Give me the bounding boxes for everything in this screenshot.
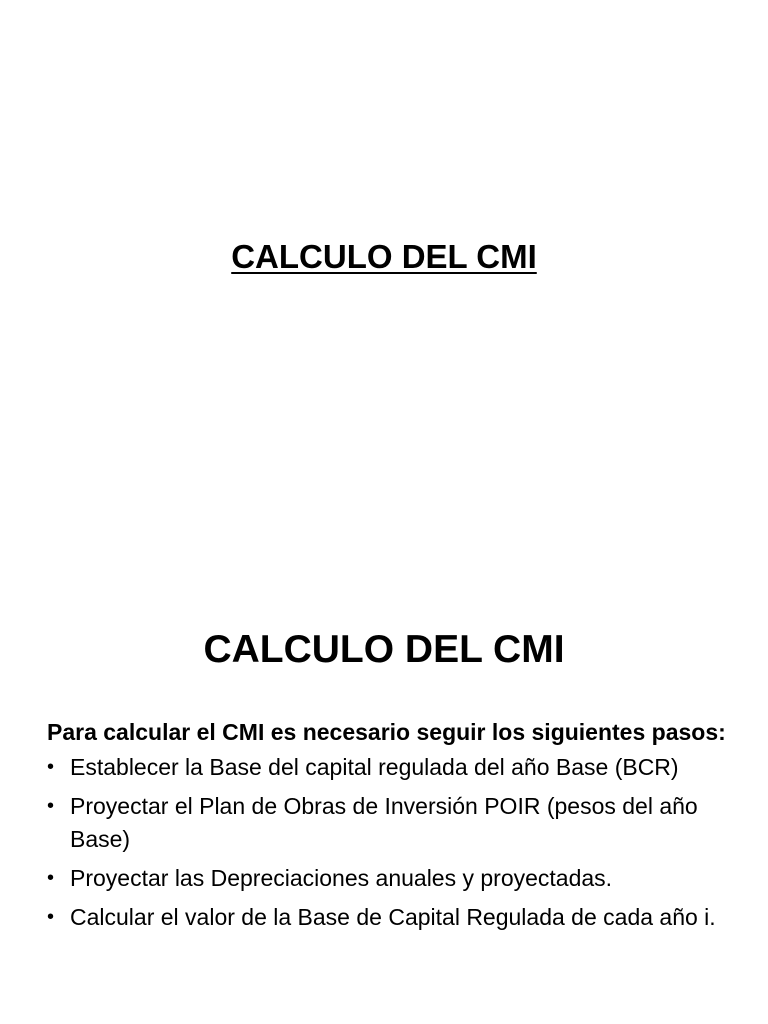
list-item bbox=[47, 790, 727, 856]
list-item bbox=[47, 751, 727, 784]
bullet-text: Establecer la Base del capital regulada del año Base (BCR) bbox=[70, 754, 679, 780]
bullet-text: Proyectar el Plan de Obras de Inversión POIR (pesos del año Base) bbox=[70, 793, 698, 852]
intro-text: Para calcular el CMI es necesario seguir los siguientes pasos: bbox=[47, 719, 726, 745]
slide-2-content bbox=[47, 716, 727, 940]
slide-2-title: CALCULO DEL CMI bbox=[203, 628, 565, 671]
list-item bbox=[47, 862, 727, 895]
bullet-icon: • bbox=[47, 756, 55, 778]
bullet-text: Proyectar las Depreciaciones anuales y proyectadas. bbox=[70, 865, 613, 891]
bullet-icon: • bbox=[47, 867, 55, 889]
bullet-icon: • bbox=[47, 795, 55, 817]
slide-2 bbox=[0, 576, 768, 1024]
bullet-icon: • bbox=[47, 906, 55, 928]
bullet-list bbox=[47, 751, 727, 934]
slide-1-title: CALCULO DEL CMI bbox=[231, 238, 537, 275]
list-item bbox=[47, 901, 727, 934]
bullet-text: Calcular el valor de la Base de Capital Regulada de cada año i. bbox=[70, 904, 716, 930]
